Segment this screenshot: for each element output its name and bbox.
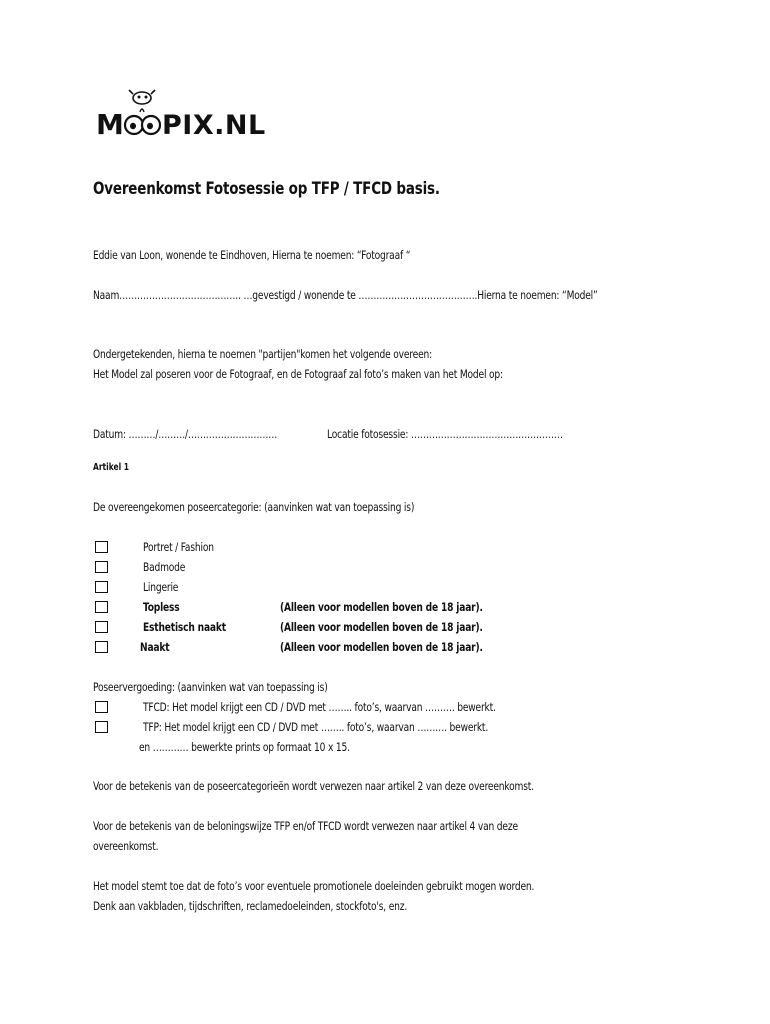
parties-line-1: Ondergetekenden, hierna te noemen "partijen"komen het volgende overeen: xyxy=(93,347,432,361)
naam-line: Naam………………………………….. …gevestigd / wonende te ………………………………….Hierna te noemen: “Model” xyxy=(93,288,598,302)
betekenis-paragraph-2: Voor de betekenis van de beloningswijze TFP en/of TFCD wordt verwezen naar artikel 4 van deze xyxy=(93,819,518,833)
document-title: Overeenkomst Fotosessie op TFP / TFCD basis. xyxy=(93,179,440,199)
checkbox-lingerie[interactable] xyxy=(95,581,108,593)
promo-paragraph-2: Denk aan vakbladen, tijdschriften, reclamedoeleinden, stockfoto's, enz. xyxy=(93,899,408,913)
intro-line: Eddie van Loon, wonende te Eindhoven, Hierna te noemen: “Fotograaf “ xyxy=(93,248,411,262)
promo-paragraph-1: Het model stemt toe dat de foto’s voor eventuele promotionele doeleinden gebruikt mogen worden. xyxy=(93,879,535,893)
betekenis-paragraph-1: Voor de betekenis van de poseercategorieën wordt verwezen naar artikel 2 van deze overeenkomst. xyxy=(93,779,534,793)
checkbox-portret[interactable] xyxy=(95,541,108,553)
category-label: Lingerie xyxy=(143,580,179,594)
svg-text:M: M xyxy=(96,108,124,138)
category-label: Esthetisch naakt xyxy=(143,620,226,634)
checkbox-naakt[interactable] xyxy=(95,641,108,653)
category-intro: De overeengekomen poseercategorie: (aanvinken wat van toepassing is) xyxy=(93,500,415,514)
checkbox-topless[interactable] xyxy=(95,601,108,613)
parties-line-2: Het Model zal poseren voor de Fotograaf, en de Fotograaf zal foto’s maken van het Model op: xyxy=(93,367,503,381)
betekenis-paragraph-2-cont: overeenkomst. xyxy=(93,839,159,853)
prints-line: en ………… bewerkte prints op formaat 10 x 15. xyxy=(139,740,350,754)
checkbox-tfcd[interactable] xyxy=(95,701,108,713)
age-note: (Alleen voor modellen boven de 18 jaar). xyxy=(280,600,483,614)
vergoeding-option: TFP: Het model krijgt een CD / DVD met …….. foto’s, waarvan ………. bewerkt. xyxy=(143,720,489,734)
checkbox-esthetisch-naakt[interactable] xyxy=(95,621,108,633)
svg-text:PIX.NL: PIX.NL xyxy=(162,110,266,138)
category-label: Naakt xyxy=(140,640,170,654)
artikel-1-heading: Artikel 1 xyxy=(93,462,130,473)
vergoeding-option: TFCD: Het model krijgt een CD / DVD met …….. foto’s, waarvan ………. bewerkt. xyxy=(143,700,496,714)
category-label: Badmode xyxy=(143,560,186,574)
locatie-field: Locatie fotosessie: …………………………………………… xyxy=(327,427,563,441)
age-note: (Alleen voor modellen boven de 18 jaar). xyxy=(280,640,483,654)
vergoeding-intro: Poseervergoeding: (aanvinken wat van toepassing is) xyxy=(93,680,328,694)
cow-eyes-icon xyxy=(125,90,160,134)
age-note: (Alleen voor modellen boven de 18 jaar). xyxy=(280,620,483,634)
checkbox-tfp[interactable] xyxy=(95,721,108,733)
checkbox-badmode[interactable] xyxy=(95,561,108,573)
datum-field: Datum: ………/………/………………………… xyxy=(93,427,278,441)
category-label: Topless xyxy=(143,600,180,614)
category-label: Portret / Fashion xyxy=(143,540,214,554)
moopix-logo xyxy=(96,88,266,138)
